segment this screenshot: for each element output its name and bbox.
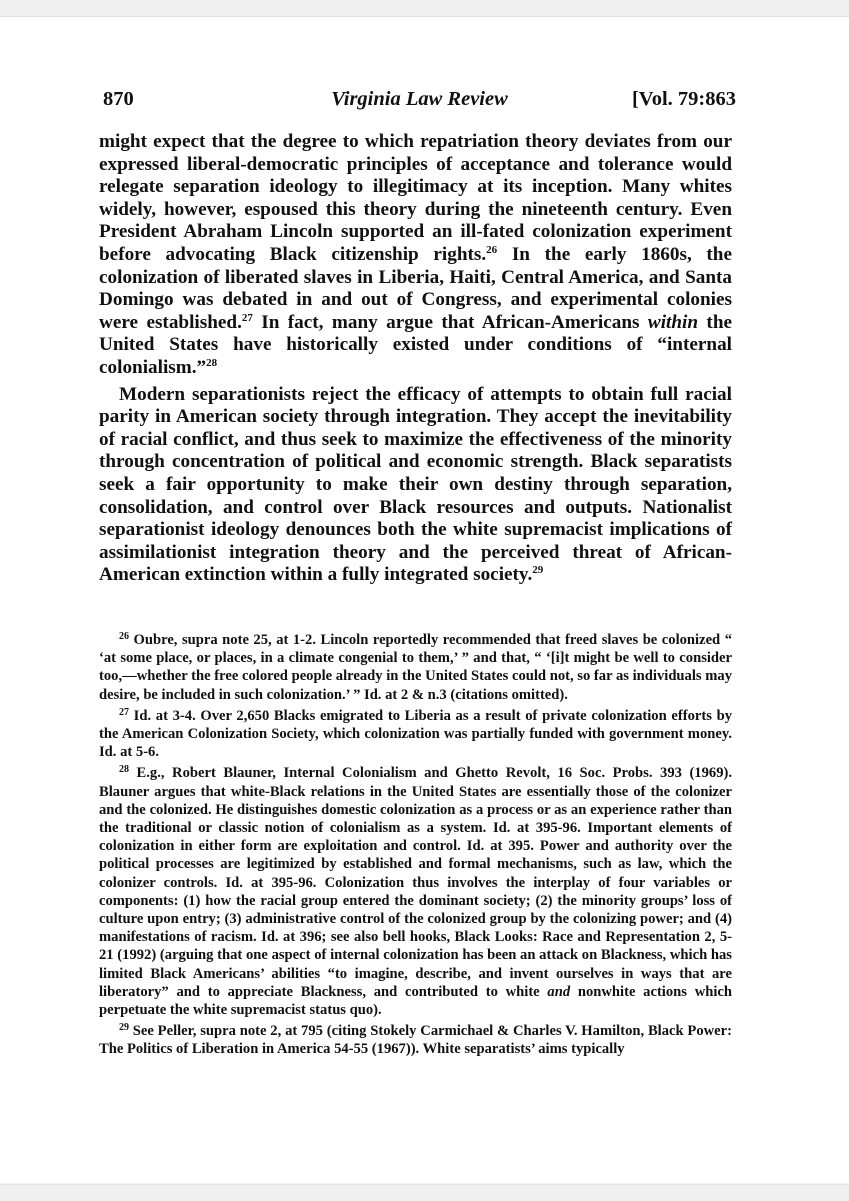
document-page — [0, 17, 849, 1183]
footnote-number: 27 — [119, 706, 129, 718]
footnote-text: Oubre, supra note 25, at 1-2. Lincoln reportedly recommended that freed slaves be colonized “ ‘at some place, or places, in a climate congenial to them,’ ” and that, “ ‘[i]t might be well to consider too,—whether the free colored people already in the United States could not, so far as individuals may desire, be included in such colonization.’ ” Id. at 2 & n.3 (citations omitted). — [99, 632, 732, 703]
footnote-29 — [99, 1022, 732, 1058]
footnote-ref-28: 28 — [206, 356, 218, 369]
paragraph-text: In the early 1860s, the colonization of liberated slaves in Liberia, Haiti, Central America, and Santa Domingo was debated in and out of Congress, and experimental colonies were established. — [99, 243, 732, 333]
footnote-ref-27: 27 — [241, 311, 253, 324]
footnote-text: E.g., Robert Blauner, Internal Colonialism and Ghetto Revolt, 16 Soc. Probs. 393 (1969). Blauner argues that white-Black relations in the United States are essentially those of the colonizer and the colonized. He distinguishes domestic colonization as a process or as an experience rather than the traditional or classic notion of colonialism as a system. Id. at 395-96. Important elements of colonization in either form are exploitation and control. Id. at 395. Power and authority over the political processes are legitimized by established and formal mechanisms, such as law, which the colonizer controls. Id. at 395-96. Colonization thus involves the interplay of four variables or components: (1) how the racial group entered the dominant society; (2) the minority groups’ loss of culture upon entry; (3) administrative control of the colonized group by the colonizing power; and (4) manifestations of racism. Id. at 396; see also bell hooks, Black Looks: Race and Representation 2, 5-21 (1992) (arguing that one aspect of internal colonization has been an attack on Blackness, which has limited Black Americans’ abilities “to imagine, describe, and invent ourselves in ways that are liberatory” and to appreciate Blackness, and contributed to white — [99, 765, 732, 1000]
volume-citation: [Vol. 79:863 — [631, 88, 736, 110]
emphasis-text: within — [647, 311, 699, 333]
footnote-26 — [99, 631, 732, 704]
viewer-bottom-bar — [0, 1184, 849, 1201]
footnote-27 — [99, 707, 732, 762]
footnotes-section — [99, 631, 732, 1062]
running-header — [103, 88, 736, 118]
footnote-number: 28 — [119, 764, 129, 776]
page-number: 870 — [103, 88, 134, 110]
paragraph-text: In fact, many argue that African-Americans — [252, 311, 648, 333]
footnote-text: Id. at 3-4. Over 2,650 Blacks emigrated to Liberia as a result of private colonization efforts by the American Colonization Society, which colonization was partially funded with government money. Id. at 5-6. — [99, 707, 732, 761]
footnote-ref-26: 26 — [486, 243, 498, 256]
main-text — [99, 131, 732, 587]
paragraph-continued — [99, 131, 732, 380]
footnote-number: 26 — [119, 631, 129, 642]
journal-title: Virginia Law Review — [331, 88, 508, 110]
paragraph-text: the United States have historically existed under conditions of “internal colonialism.” — [99, 311, 733, 378]
paragraph-text: might expect that the degree to which repatriation theory deviates from our expressed liberal-democratic principles of acceptance and tolerance would relegate separation ideology to illegitimacy at its inception. Many whites widely, however, espoused this theory during the nineteenth century. Even President Abraham Lincoln supported an ill-fated colonization experiment before advocating Black citizenship rights. — [99, 131, 732, 265]
paragraph-text: Modern separationists reject the efficacy of attempts to obtain full racial parity in American society through integration. They accept the inevitability of racial conflict, and thus seek to maximize the effectiveness of the minority through concentration of political and economic strength. Black separatists seek a fair opportunity to make their own destiny through separation, consolidation, and control over Black resources and outputs. Nationalist separationist ideology denounces both the white supremacist implications of assimilationist integration theory and the perceived threat of African-American extinction within a fully integrated society. — [99, 383, 732, 586]
paragraph-separationists — [99, 384, 732, 587]
footnote-text: nonwhite actions which perpetuate the white supremacist status quo). — [99, 983, 732, 1019]
footnote-ref-29: 29 — [532, 564, 544, 577]
footnote-number: 29 — [119, 1022, 129, 1034]
footnote-28 — [99, 764, 732, 1019]
footnote-text: See Peller, supra note 2, at 795 (citing Stokely Carmichael & Charles V. Hamilton, Black Power: The Politics of Liberation in America 54-55 (1967)). White separatists’ aims typically — [99, 1023, 732, 1058]
viewer-top-bar — [0, 0, 849, 17]
emphasis-text: and — [547, 983, 571, 1000]
